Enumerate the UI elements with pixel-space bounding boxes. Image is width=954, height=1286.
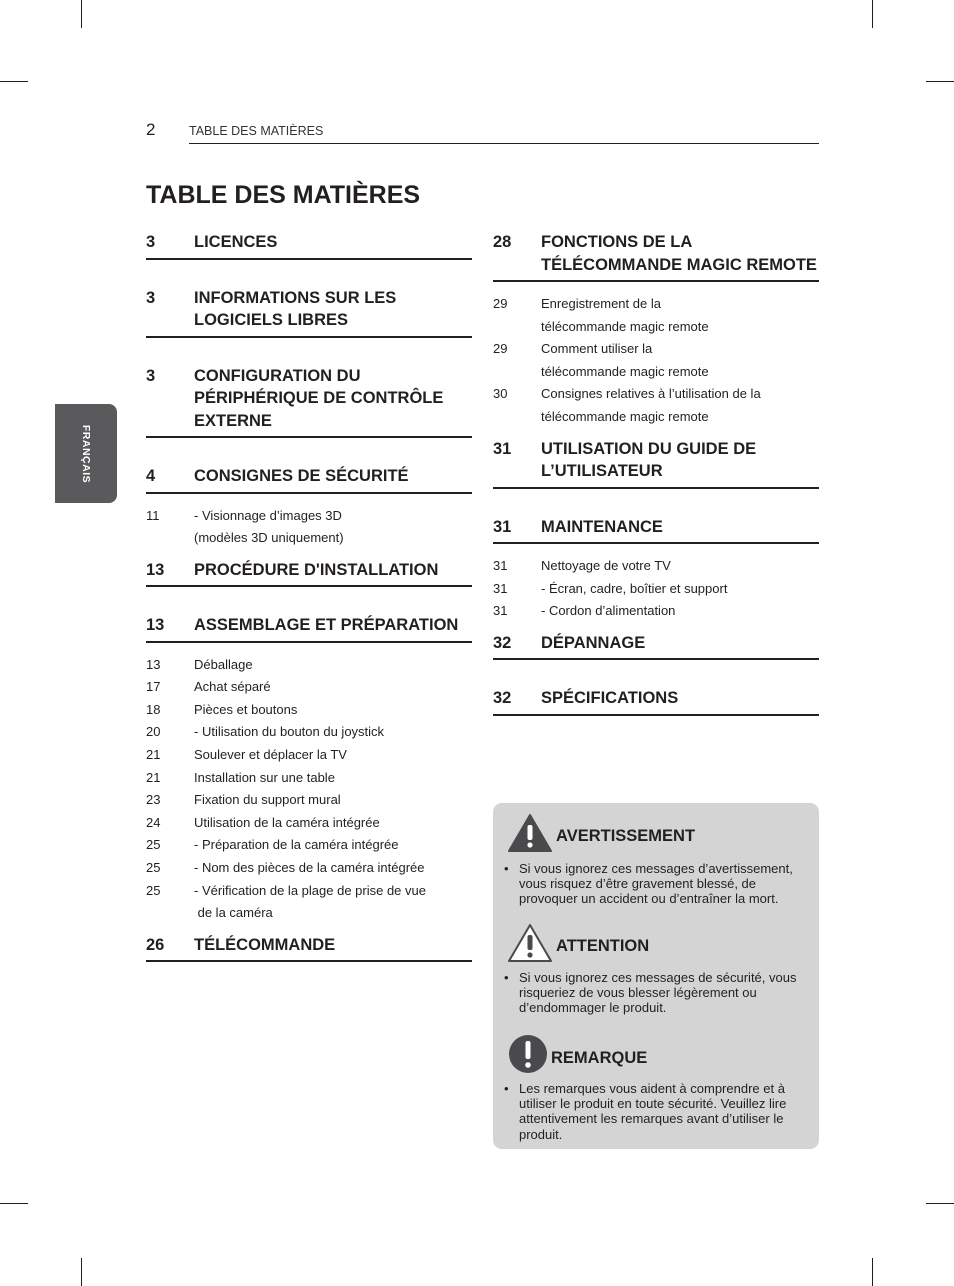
note-heading	[508, 1034, 647, 1074]
warning-title: AVERTISSEMENT	[556, 826, 696, 845]
toc-page-number: 4	[146, 467, 156, 485]
toc-section-title: INFORMATIONS SUR LES LOGICIELS LIBRES	[194, 288, 397, 329]
toc-subentry-page: 31	[493, 580, 508, 596]
bullet: •	[504, 861, 509, 876]
toc-subentry	[146, 654, 472, 677]
toc-subentries	[146, 643, 472, 925]
toc-subentry	[146, 699, 472, 722]
toc-subentry	[146, 880, 472, 903]
toc-subentry	[493, 578, 819, 601]
toc-section	[146, 934, 472, 963]
toc-subentry-page	[493, 316, 541, 339]
toc-section	[146, 365, 472, 439]
toc-subentry-text: Nettoyage de votre TV	[541, 558, 671, 574]
toc-subentry	[493, 383, 819, 406]
toc-subentry	[493, 338, 819, 361]
toc-subentry-page: 11	[146, 507, 160, 523]
toc-section-title: UTILISATION DU GUIDE DE L’UTILISATEUR	[541, 439, 757, 481]
toc-section-heading	[493, 516, 819, 545]
toc-section-heading	[493, 231, 819, 282]
page-number: 2	[146, 120, 156, 139]
toc-subentry	[493, 406, 819, 429]
toc-page-number: 28	[493, 233, 512, 251]
toc-section	[493, 632, 819, 661]
toc-section-title: CONSIGNES DE SÉCURITÉ	[194, 467, 409, 485]
toc-subentry-text: Consignes relatives à l’utilisation de la	[541, 386, 761, 402]
toc-page-number: 26	[146, 935, 165, 954]
toc-section-heading	[146, 465, 472, 494]
crop-mark	[0, 1203, 28, 1204]
toc-subentry-page: 21	[146, 747, 161, 763]
toc-subentry-page: 25	[146, 837, 161, 853]
caution-text: Si vous ignorez ces messages de sécurité, vous risqueriez de vous blesser légèrement ou d’endommager le produit.	[519, 970, 797, 1016]
toc-page-number: 31	[493, 439, 512, 458]
toc-subentry-page: 31	[493, 558, 508, 574]
toc-subentry-text: Pièces et boutons	[194, 701, 298, 717]
toc-section	[146, 465, 472, 550]
toc-subentry	[493, 293, 819, 316]
toc-subentry-text: - Visionnage d’images 3D	[194, 507, 342, 523]
toc-subentry-text: Fixation du support mural	[194, 792, 341, 808]
toc-page-number: 31	[493, 517, 512, 536]
header-rule	[189, 143, 819, 144]
toc-section-title: DÉPANNAGE	[541, 633, 646, 652]
toc-right-column	[493, 231, 819, 716]
toc-subentry	[146, 834, 472, 857]
toc-subentry-page: 31	[493, 603, 508, 619]
toc-subentry-page: 17	[146, 679, 161, 695]
toc-subentry-page: 29	[493, 341, 508, 357]
toc-section-heading	[146, 287, 472, 338]
toc-section-title: PROCÉDURE D'INSTALLATION	[194, 560, 439, 579]
toc-subentry-page: 23	[146, 792, 161, 808]
toc-subentry-text: télécommande magic remote	[541, 318, 709, 334]
safety-notes-panel	[493, 803, 819, 1149]
toc-subentry-text: - Écran, cadre, boîtier et support	[541, 580, 728, 596]
toc-subentries	[146, 494, 472, 550]
bullet: •	[504, 1081, 509, 1096]
crop-mark	[872, 0, 873, 28]
toc-section-title: FONCTIONS DE LA TÉLÉCOMMANDE MAGIC REMOTE	[541, 233, 817, 274]
note-circle-icon	[508, 1034, 548, 1074]
language-tab	[55, 404, 117, 503]
caution-heading	[507, 923, 649, 963]
toc-subentry-text: Utilisation de la caméra intégrée	[194, 814, 380, 830]
toc-section-title: SPÉCIFICATIONS	[541, 689, 679, 708]
crop-mark	[872, 1258, 873, 1286]
toc-subentry-page: 30	[493, 386, 508, 402]
toc-section-title: LICENCES	[194, 233, 278, 251]
toc-subentry	[146, 857, 472, 880]
toc-section	[146, 614, 472, 925]
toc-subentry-page: 13	[146, 656, 161, 672]
caution-title: ATTENTION	[556, 936, 650, 955]
toc-section	[493, 516, 819, 623]
toc-section-heading	[146, 365, 472, 439]
crop-mark	[0, 81, 28, 82]
warning-text-block	[504, 861, 805, 907]
toc-subentry	[493, 555, 819, 578]
toc-page-number: 13	[146, 616, 165, 635]
toc-subentry-text: Achat séparé	[194, 679, 271, 695]
toc-section-heading	[146, 614, 472, 643]
toc-subentry-page	[493, 361, 541, 384]
toc-subentry	[146, 744, 472, 767]
toc-subentry	[146, 902, 472, 925]
caution-text-block	[504, 970, 805, 1016]
warning-text: Si vous ignorez ces messages d’avertissement, vous risquez d’être gravement blessé, de provoquer un accident ou d’entraîner la mort.	[519, 861, 793, 907]
toc-page-number: 3	[146, 288, 156, 307]
toc-section-heading	[146, 934, 472, 963]
toc-section	[493, 687, 819, 716]
toc-subentry	[493, 361, 819, 384]
toc-section-title: CONFIGURATION DU PÉRIPHÉRIQUE DE CONTRÔLE EXTERNE	[194, 366, 444, 430]
toc-section-heading	[493, 687, 819, 716]
toc-subentry-text: - Vérification de la plage de prise de vue	[194, 882, 426, 898]
toc-page-number: 32	[493, 633, 512, 652]
toc-section	[146, 287, 472, 338]
toc-subentry-text: Comment utiliser la	[541, 341, 653, 357]
toc-subentry-text: télécommande magic remote	[541, 363, 709, 379]
toc-section-title: TÉLÉCOMMANDE	[194, 935, 336, 954]
toc-subentry-text: - Cordon d’alimentation	[541, 603, 676, 619]
warning-triangle-icon	[507, 813, 553, 853]
toc-subentry-page: 21	[146, 769, 161, 785]
toc-subentry	[146, 505, 472, 528]
toc-subentry-page	[493, 406, 541, 429]
toc-subentry-page	[146, 527, 194, 550]
toc-page-number: 3	[146, 233, 156, 251]
warning-heading	[507, 813, 695, 853]
note-title: REMARQUE	[551, 1048, 648, 1067]
toc-subentry-text: Soulever et déplacer la TV	[194, 747, 347, 763]
toc-subentry-text: - Nom des pièces de la caméra intégrée	[194, 860, 425, 876]
toc-subentry	[493, 316, 819, 339]
toc-subentry-text: Installation sur une table	[194, 769, 335, 785]
toc-subentry	[493, 600, 819, 623]
toc-subentry	[146, 767, 472, 790]
toc-subentry	[146, 721, 472, 744]
toc-subentry	[146, 812, 472, 835]
toc-subentry-page: 29	[493, 296, 508, 311]
toc-section-title: MAINTENANCE	[541, 517, 663, 536]
bullet: •	[504, 970, 509, 985]
caution-triangle-icon	[507, 923, 553, 963]
toc-subentry-text: - Préparation de la caméra intégrée	[194, 837, 399, 853]
page-title: TABLE DES MATIÈRES	[146, 181, 421, 209]
toc-subentry	[146, 527, 472, 550]
note-text: Les remarques vous aident à comprendre et à utiliser le produit en toute sécurité. Veuillez lire attentivement les remarques avant d’utiliser le produit.	[519, 1081, 787, 1142]
toc-section-title: ASSEMBLAGE ET PRÉPARATION	[194, 616, 459, 635]
toc-section	[146, 231, 472, 260]
toc-section-heading	[146, 559, 472, 588]
toc-subentry-page	[146, 902, 194, 925]
toc-section-heading	[493, 632, 819, 661]
toc-section	[493, 231, 819, 429]
toc-page-number: 32	[493, 689, 512, 708]
toc-page-number: 13	[146, 560, 165, 579]
toc-subentry	[146, 789, 472, 812]
toc-subentry-text: Déballage	[194, 656, 253, 672]
toc-section-heading	[146, 231, 472, 260]
toc-subentry-text: télécommande magic remote	[541, 408, 709, 424]
toc-subentry	[146, 676, 472, 699]
toc-subentry-page: 25	[146, 882, 161, 898]
crop-mark	[926, 81, 954, 82]
toc-section	[493, 438, 819, 489]
toc-subentry-page: 20	[146, 724, 161, 740]
crop-mark	[926, 1203, 954, 1204]
toc-section	[146, 559, 472, 588]
toc-subentry-text: de la caméra	[194, 905, 273, 921]
toc-subentry-page: 25	[146, 860, 161, 876]
toc-subentry-text: - Utilisation du bouton du joystick	[194, 724, 385, 740]
toc-subentry-page: 18	[146, 701, 161, 717]
toc-subentries	[493, 544, 819, 623]
toc-left-column	[146, 231, 472, 962]
toc-subentry-text: (modèles 3D uniquement)	[194, 530, 344, 546]
toc-section-heading	[493, 438, 819, 489]
toc-subentries	[493, 282, 819, 429]
language-tab-label: FRANÇAIS	[80, 424, 92, 483]
note-text-block	[504, 1081, 805, 1142]
running-header: TABLE DES MATIÈRES	[189, 124, 324, 138]
crop-mark	[81, 1258, 82, 1286]
toc-subentry-page: 24	[146, 814, 161, 830]
toc-subentry-text: Enregistrement de la	[541, 296, 661, 311]
toc-page-number: 3	[146, 366, 156, 385]
crop-mark	[81, 0, 82, 28]
